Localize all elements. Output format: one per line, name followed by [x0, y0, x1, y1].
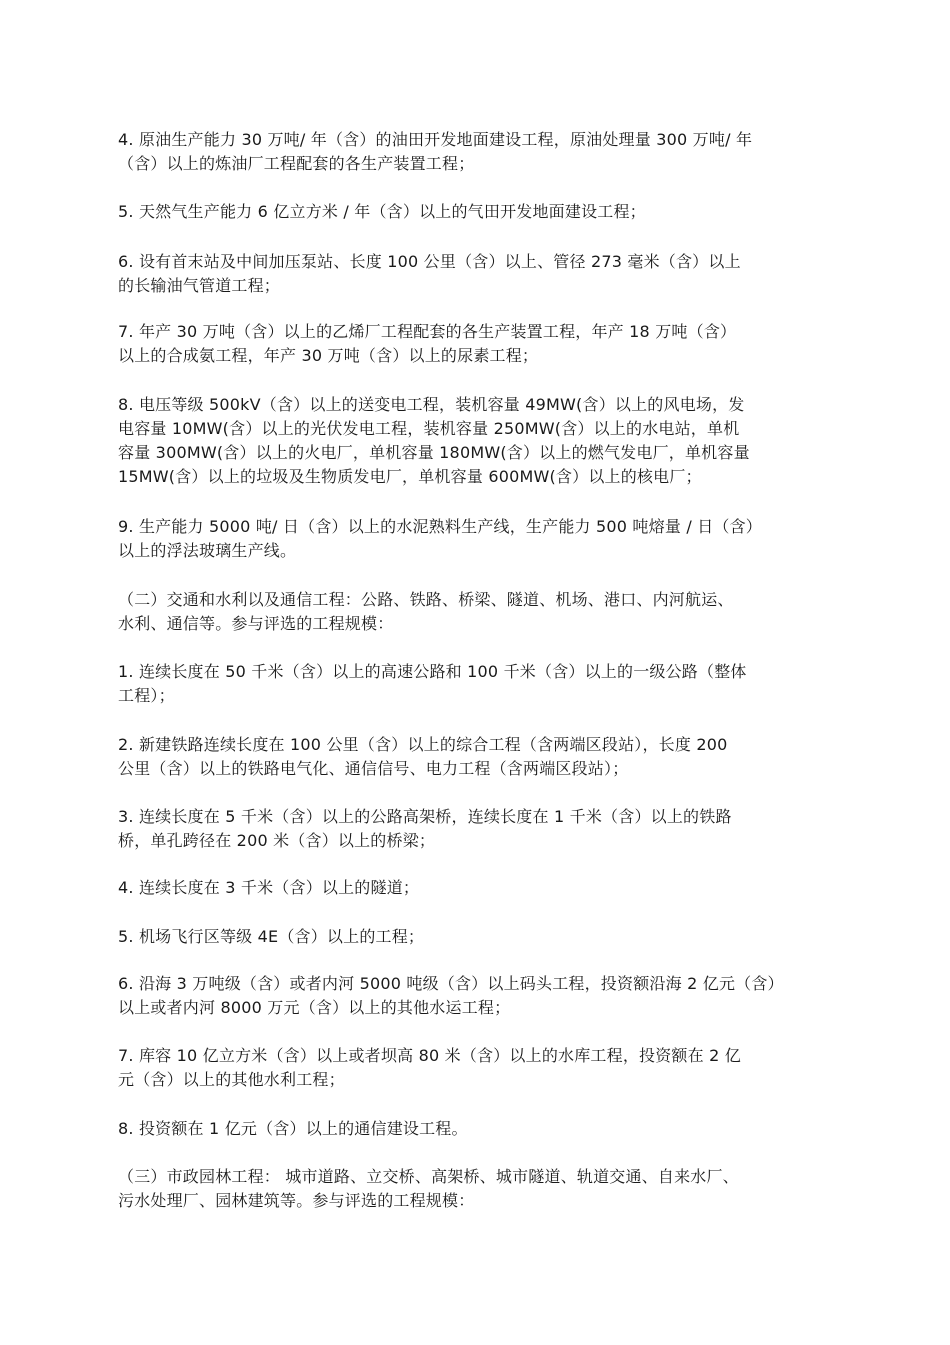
paragraph-bridge: 3. 连续长度在 5 千米（含）以上的公路高架桥，连续长度在 1 千米（含）以上的铁路 桥，单孔跨径在 200 米（含）以上的桥梁；	[118, 807, 732, 850]
paragraph-pipeline: 6. 设有首末站及中间加压泵站、长度 100 公里（含）以上、管径 273 毫米（含）以上 的长输油气管道工程；	[118, 252, 741, 295]
paragraph-airport: 5. 机场飞行区等级 4E（含）以上的工程；	[118, 927, 425, 946]
paragraph-power: 8. 电压等级 500kV（含）以上的送变电工程，装机容量 49MW(含）以上的风电场，发 电容量 10MW(含）以上的光伏发电工程，装机容量 250MW(含）以上的水电站，单机 容量 300MW(含）以上的火电厂，单机容量 180MW(含）以上的燃气发电厂，单机容量 15MW(含）以上的垃圾及生物质发电厂，单机容量 600MW(含）以上的核电厂；	[118, 395, 750, 486]
paragraph-tunnel: 4. 连续长度在 3 千米（含）以上的隧道；	[118, 878, 420, 897]
paragraph-telecom: 8. 投资额在 1 亿元（含）以上的通信建设工程。	[118, 1119, 468, 1138]
paragraph-oilfield: 4. 原油生产能力 30 万吨/ 年（含）的油田开发地面建设工程，原油处理量 300 万吨/ 年 （含）以上的炼油厂工程配套的各生产装置工程；	[118, 130, 753, 173]
paragraph-reservoir: 7. 库容 10 亿立方米（含）以上或者坝高 80 米（含）以上的水库工程，投资额在 2 亿 元（含）以上的其他水利工程；	[118, 1046, 741, 1089]
paragraph-railway: 2. 新建铁路连续长度在 100 公里（含）以上的综合工程（含两端区段站），长度 200 公里（含）以上的铁路电气化、通信信号、电力工程（含两端区段站）；	[118, 735, 728, 778]
paragraph-ethylene: 7. 年产 30 万吨（含）以上的乙烯厂工程配套的各生产装置工程，年产 18 万吨（含） 以上的合成氨工程，年产 30 万吨（含）以上的尿素工程；	[118, 322, 737, 365]
section-heading-municipal: （三）市政园林工程： 城市道路、立交桥、高架桥、城市隧道、轨道交通、自来水厂、 污水处理厂、园林建筑等。参与评选的工程规模：	[118, 1167, 739, 1210]
paragraph-highway: 1. 连续长度在 50 千米（含）以上的高速公路和 100 千米（含）以上的一级公路（整体 工程）；	[118, 662, 747, 705]
section-heading-transport: （二）交通和水利以及通信工程：公路、铁路、桥梁、隧道、机场、港口、内河航运、 水利、通信等。参与评选的工程规模：	[118, 590, 734, 633]
paragraph-gasfield: 5. 天然气生产能力 6 亿立方米 / 年（含）以上的气田开发地面建设工程；	[118, 202, 646, 221]
paragraph-port: 6. 沿海 3 万吨级（含）或者内河 5000 吨级（含）以上码头工程，投资额沿海 2 亿元（含） 以上或者内河 8000 万元（含）以上的其他水运工程；	[118, 974, 784, 1017]
paragraph-cement: 9. 生产能力 5000 吨/ 日（含）以上的水泥熟料生产线，生产能力 500 吨熔量 / 日（含） 以上的浮法玻璃生产线。	[118, 517, 762, 560]
